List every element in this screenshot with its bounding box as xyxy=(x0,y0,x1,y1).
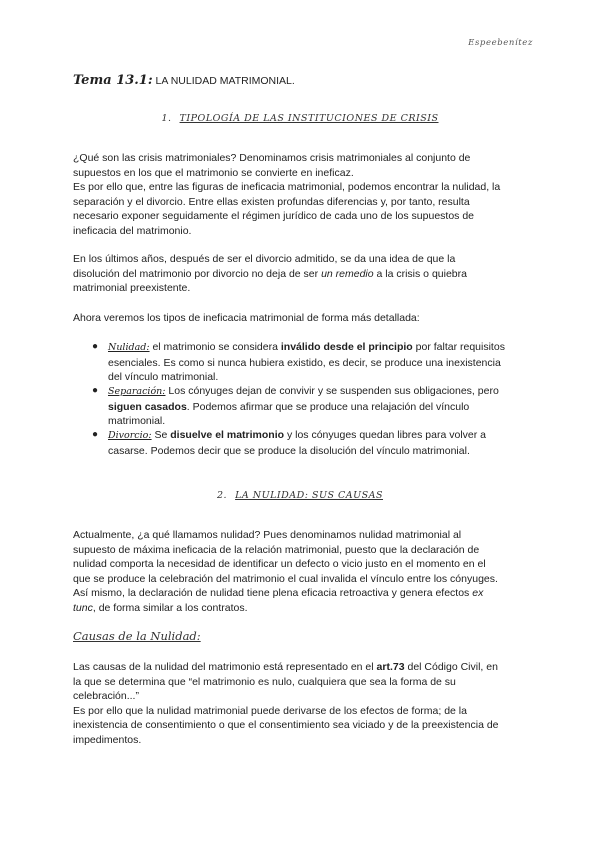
text-line: Ahora veremos los tipos de ineficacia matrimonial de forma más detallada: xyxy=(73,312,420,324)
section-title: LA NULIDAD: SUS CAUSAS xyxy=(235,490,384,501)
bold-text: siguen casados xyxy=(108,400,187,413)
bullet-divorcio xyxy=(92,428,528,458)
title-prefix: Tema 13.1: xyxy=(73,73,153,88)
text-line: En los últimos años, después de ser el divorcio admitido, se da una idea de que la xyxy=(73,253,456,265)
paragraph-divorce xyxy=(73,252,528,296)
paragraph-crisis xyxy=(73,151,528,238)
paragraph-nulidad xyxy=(73,528,528,615)
emphasis-text: un remedio xyxy=(321,267,374,280)
text-run: a la crisis o quiebra xyxy=(373,267,467,280)
bullet-icon: ● xyxy=(92,341,99,352)
text-line: esenciales. Es como si nunca hubiera existido, es decir, se produce una inexistencia xyxy=(108,356,501,369)
text-line: del vínculo matrimonial. xyxy=(108,371,219,383)
text-line xyxy=(108,340,528,356)
text-line xyxy=(108,384,528,400)
text-line: casarse. Podemos decir que se produce la disolución del vínculo matrimonial. xyxy=(108,444,470,457)
text-line: celebración...” xyxy=(73,690,139,702)
text-run: , de forma similar a los contratos. xyxy=(92,601,248,614)
text-run: el matrimonio se considera xyxy=(149,341,281,353)
text-line: matrimonial. xyxy=(108,415,166,427)
text-line: ineficacia del matrimonio. xyxy=(73,224,192,237)
text-line xyxy=(108,400,528,415)
term-label: Divorcio: xyxy=(108,430,152,441)
text-line: impedimentos. xyxy=(73,733,142,746)
text-run: Así mismo, la declaración de nulidad tiene plena eficacia retroactiva y genera efectos xyxy=(73,587,473,599)
section-heading-1 xyxy=(0,113,600,124)
text-line: Es por ello que la nulidad matrimonial puede derivarse de los efectos de forma; de la xyxy=(73,704,467,717)
text-line: inexistencia de consentimiento o que el consentimiento sea viciado y de la preexistencia de xyxy=(73,719,499,731)
text-run: Se xyxy=(151,429,171,441)
text-run: disolución del matrimonio por divorcio no deja de ser xyxy=(73,267,322,280)
paragraph-causas xyxy=(73,660,528,747)
text-line: Actualmente, ¿a qué llamamos nulidad? Pues denominamos nulidad matrimonial al xyxy=(73,529,462,541)
text-line: supuesto de máxima ineficacia de la relación matrimonial, puesto que la declaración de xyxy=(73,543,480,556)
section-heading-2 xyxy=(0,490,600,501)
bold-text: art.73 xyxy=(376,661,405,673)
section-title: TIPOLOGÍA DE LAS INSTITUCIONES DE CRISIS xyxy=(179,113,439,124)
text-run: por faltar requisitos xyxy=(412,341,505,353)
bullet-separacion xyxy=(92,384,528,429)
paragraph-intro xyxy=(73,311,528,326)
text-line xyxy=(73,601,528,616)
term-label: Nulidad: xyxy=(108,342,150,353)
emphasis-text: tunc xyxy=(73,601,93,614)
text-line: la que se determina que “el matrimonio es nulo, cualquiera que sea la forma de su xyxy=(73,675,456,688)
text-line xyxy=(108,428,528,444)
bullet-nulidad xyxy=(92,340,528,385)
section-number: 1. xyxy=(161,113,172,124)
bold-text: inválido desde el principio xyxy=(280,341,413,353)
subheading-causas: Causas de la Nulidad: xyxy=(73,629,201,643)
text-run: Las causas de la nulidad del matrimonio está representado en el xyxy=(73,661,377,673)
title-text: LA NULIDAD MATRIMONIAL. xyxy=(155,75,295,87)
text-line: necesario exponer seguidamente el régimen jurídico de cada uno de los supuestos de xyxy=(73,210,475,222)
text-line xyxy=(73,586,528,601)
text-run: y los cónyuges quedan libres para volver a xyxy=(284,429,486,441)
author-tag: Espeebenítez xyxy=(468,38,533,48)
text-line: matrimonial preexistente. xyxy=(73,282,191,294)
emphasis-text: ex xyxy=(472,587,484,599)
text-line: supuestos en los que el matrimonio se convierte en ineficaz. xyxy=(73,166,354,179)
text-line: ¿Qué son las crisis matrimoniales? Denominamos crisis matrimoniales al conjunto de xyxy=(73,152,471,164)
text-line: Es por ello que, entre las figuras de ineficacia matrimonial, podemos encontrar la nulidad, la xyxy=(73,181,501,193)
bullet-icon: ● xyxy=(92,429,99,440)
page-title xyxy=(73,73,295,88)
text-run: . Podemos afirmar que se produce una relajación del vínculo xyxy=(186,400,470,413)
text-run: del Código Civil, en xyxy=(404,661,498,673)
text-line xyxy=(73,267,528,282)
bold-text: disuelve el matrimonio xyxy=(170,429,285,441)
text-line: que se produce la celebración del matrimonio el cual invalida el vínculo entre los cónyuges. xyxy=(73,572,498,585)
bullet-icon: ● xyxy=(92,385,99,396)
text-line xyxy=(73,660,528,675)
text-line: nulidad comporta la necesidad de identificar un defecto o vicio justo en el momento en el xyxy=(73,558,486,570)
section-number: 2. xyxy=(216,490,228,501)
text-run: Los cónyuges dejan de convivir y se suspenden sus obligaciones, pero xyxy=(165,385,499,397)
term-label: Separación: xyxy=(108,386,166,397)
text-line: separación y el divorcio. Entre ellas existen profundas diferencias y, por tanto, resulta xyxy=(73,195,470,208)
